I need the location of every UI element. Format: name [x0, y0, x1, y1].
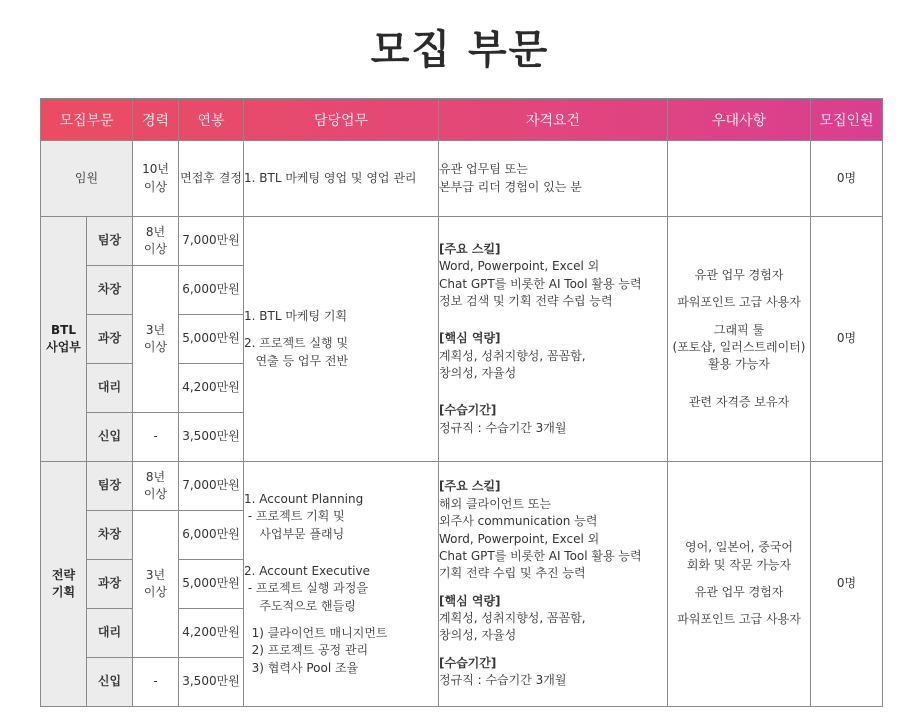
qualification-cell: [주요 스킬] Word, Powerpoint, Excel 외 Chat GPT를 비롯한 AI Tool 활용 능력 정보 검색 및 기획 전략 수립 능력 [핵심 역량] 계획성, 성취지향성, 꼼꼼함, 창의성, 자율성 [수습기간] 정규직 : 수습기간 3개월 [439, 217, 668, 462]
qualification-cell: [주요 스킬] 해외 클라이언트 또는 외주사 communication 능력 Word, Powerpoint, Excel 외 Chat GPT를 비롯한 AI Tool 활용 능력 기획 전략 수립 및 추진 능력 [핵심 역량] 계획성, 성취지향성, 꼼꼼함, 창의성, 자율성 [수습기간] 정규직 : 수습기간 3개월 [439, 462, 668, 707]
header-row [41, 99, 883, 141]
preference-cell: 유관 업무 경험자 파워포인트 고급 사용자 그래픽 툴 (포토샵, 일러스트레이터) 활용 가능자 관련 자격증 보유자 [668, 217, 811, 462]
salary-cell: 4,200만원 [179, 364, 244, 413]
headcount-cell: 0명 [811, 217, 883, 462]
header-qualification: 자격요건 [439, 99, 668, 141]
role-cell: 신입 [87, 658, 133, 707]
role-cell: 신입 [87, 413, 133, 462]
headcount-cell: 0명 [811, 141, 883, 217]
dept-executive: 임원 [41, 141, 133, 217]
header-duty: 담당업무 [244, 99, 439, 141]
salary-cell: 5,000만원 [179, 560, 244, 609]
role-cell: 팀장 [87, 217, 133, 266]
header-salary: 연봉 [179, 99, 244, 141]
header-experience: 경력 [133, 99, 179, 141]
salary-cell: 7,000만원 [179, 462, 244, 511]
recruitment-table [40, 98, 883, 707]
duty-cell: 1. BTL 마케팅 영업 및 영업 관리 [244, 141, 439, 217]
salary-cell: 7,000만원 [179, 217, 244, 266]
page-title: 모집 부문 [370, 27, 550, 73]
table-row [41, 462, 883, 511]
salary-cell: 5,000만원 [179, 315, 244, 364]
duty-cell: 1. BTL 마케팅 기획 2. 프로젝트 실행 및 연출 등 업무 전반 [244, 217, 439, 462]
salary-cell: 3,500만원 [179, 658, 244, 707]
role-cell: 차장 [87, 511, 133, 560]
qualification-cell: 유관 업무팀 또는 본부급 리더 경험이 있는 분 [439, 141, 668, 217]
experience-cell: 10년 이상 [133, 141, 179, 217]
salary-cell: 4,200만원 [179, 609, 244, 658]
role-cell: 대리 [87, 609, 133, 658]
role-cell: 대리 [87, 364, 133, 413]
experience-cell: - [133, 658, 179, 707]
role-cell: 과장 [87, 560, 133, 609]
dept-btl: BTL 사업부 [41, 217, 87, 462]
role-cell: 과장 [87, 315, 133, 364]
table-row [41, 217, 883, 266]
salary-cell: 6,000만원 [179, 266, 244, 315]
header-preference: 우대사항 [668, 99, 811, 141]
experience-cell: - [133, 413, 179, 462]
header-dept: 모집부문 [41, 99, 133, 141]
experience-cell: 8년 이상 [133, 217, 179, 266]
table-row-executive [41, 141, 883, 217]
experience-cell: 8년 이상 [133, 462, 179, 511]
salary-cell: 6,000만원 [179, 511, 244, 560]
preference-cell [668, 141, 811, 217]
salary-cell: 면접후 결정 [179, 141, 244, 217]
headcount-cell: 0명 [811, 462, 883, 707]
header-headcount: 모집인원 [811, 99, 883, 141]
dept-strategy: 전략 기획 [41, 462, 87, 707]
salary-cell: 3,500만원 [179, 413, 244, 462]
preference-cell: 영어, 일본어, 중국어 회화 및 작문 가능자 유관 업무 경험자 파워포인트 고급 사용자 [668, 462, 811, 707]
experience-cell: 3년 이상 [133, 266, 179, 413]
experience-cell: 3년 이상 [133, 511, 179, 658]
duty-cell: 1. Account Planning - 프로젝트 기획 및 사업부문 플래닝 2. Account Executive - 프로젝트 실행 과정을 주도적으로 핸들링 1) 클라이언트 매니지먼트 2) 프로젝트 공정 관리 3) 협력사 Pool 조율 [244, 462, 439, 707]
role-cell: 팀장 [87, 462, 133, 511]
role-cell: 차장 [87, 266, 133, 315]
